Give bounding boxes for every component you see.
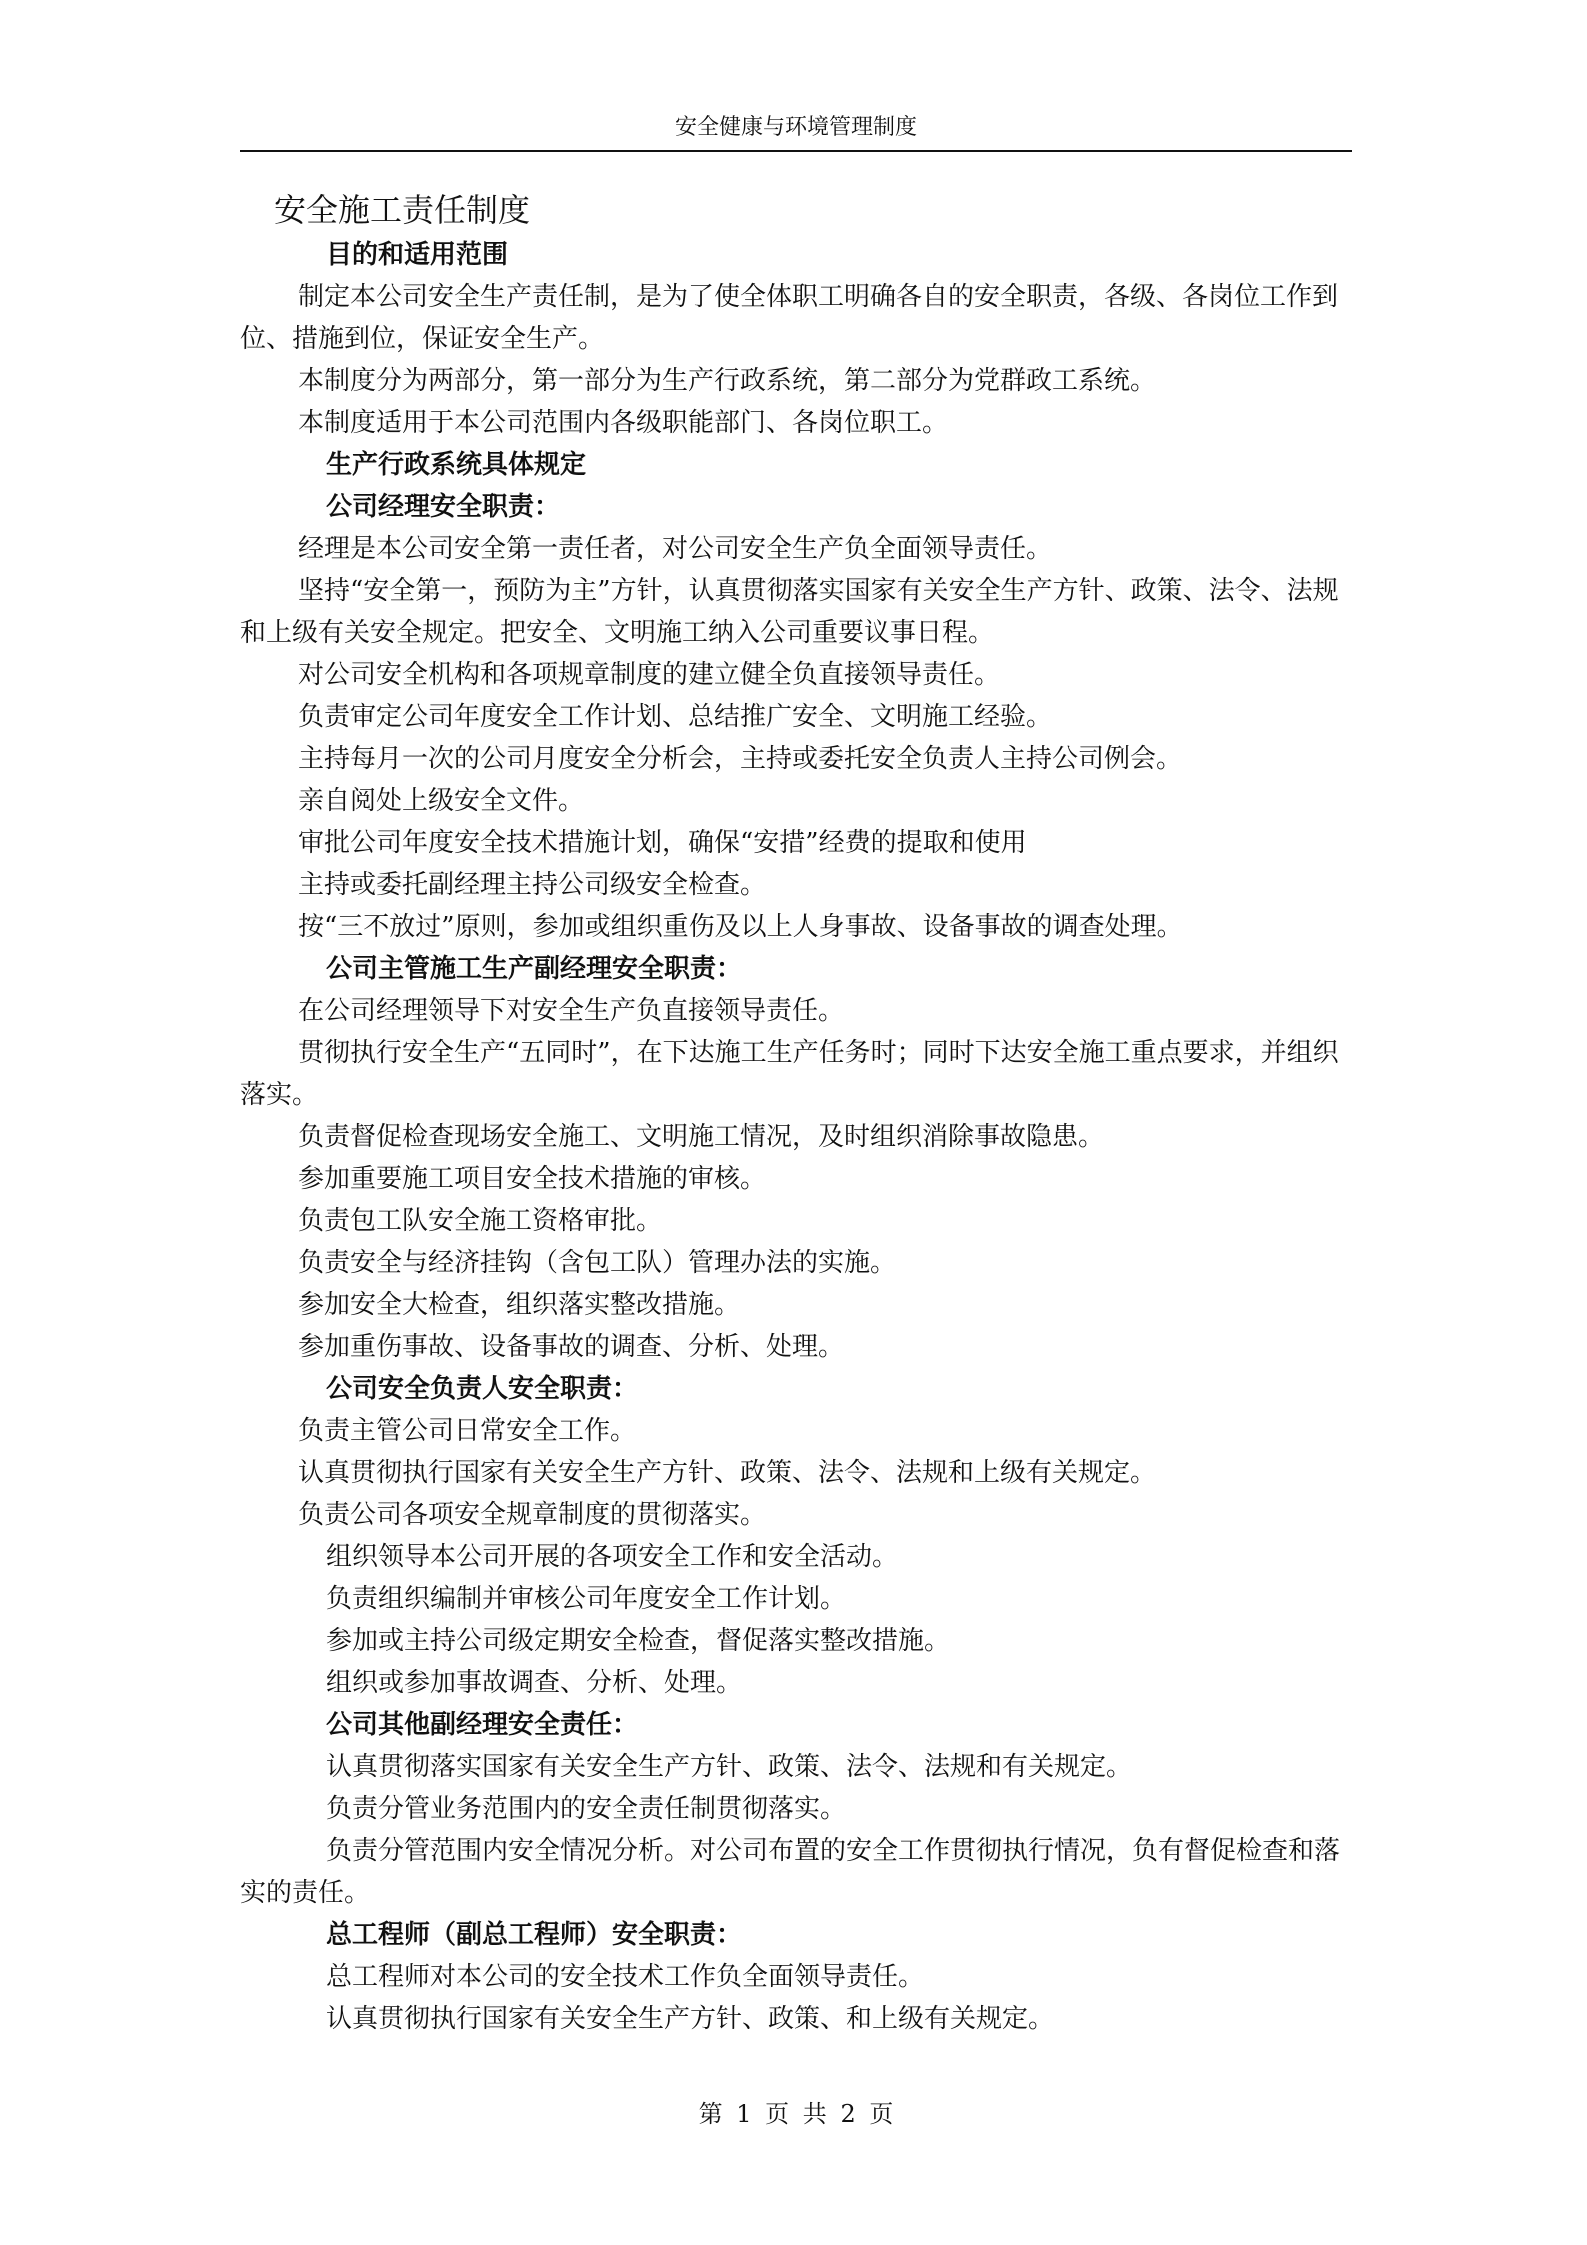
paragraph: 参加重要施工项目安全技术措施的审核。 xyxy=(298,1164,767,1194)
section-heading: 生产行政系统具体规定 xyxy=(326,450,587,480)
paragraph: 负责包工队安全施工资格审批。 xyxy=(298,1206,663,1236)
paragraph: 坚持“安全第一，预防为主”方针，认真贯彻落实国家有关安全生产方针、政策、法令、法规和上级有关安全规定。把安全、文明施工纳入公司重要议事日程。 xyxy=(240,576,1339,648)
section-heading: 目的和适用范围 xyxy=(326,240,509,270)
paragraph: 参加安全大检查，组织落实整改措施。 xyxy=(298,1290,741,1320)
paragraph: 认真贯彻落实国家有关安全生产方针、政策、法令、法规和有关规定。 xyxy=(326,1752,1133,1782)
subsection-heading: 公司经理安全职责： xyxy=(326,492,561,522)
paragraph: 组织或参加事故调查、分析、处理。 xyxy=(326,1668,743,1698)
paragraph: 主持或委托副经理主持公司级安全检查。 xyxy=(298,870,767,900)
paragraph: 经理是本公司安全第一责任者，对公司安全生产负全面领导责任。 xyxy=(298,534,1053,564)
document-title: 安全施工责任制度 xyxy=(274,191,531,229)
subsection-heading: 公司其他副经理安全责任： xyxy=(326,1710,639,1740)
document-body xyxy=(240,186,1352,2040)
paragraph: 负责组织编制并审核公司年度安全工作计划。 xyxy=(326,1584,847,1614)
paragraph: 组织领导本公司开展的各项安全工作和安全活动。 xyxy=(326,1542,899,1572)
paragraph: 按“三不放过”原则，参加或组织重伤及以上人身事故、设备事故的调查处理。 xyxy=(298,912,1183,942)
paragraph: 亲自阅处上级安全文件。 xyxy=(298,786,585,816)
paragraph: 本制度分为两部分，第一部分为生产行政系统，第二部分为党群政工系统。 xyxy=(298,366,1157,396)
paragraph: 制定本公司安全生产责任制，是为了使全体职工明确各自的安全职责，各级、各岗位工作到位、措施到位，保证安全生产。 xyxy=(240,282,1339,354)
paragraph: 总工程师对本公司的安全技术工作负全面领导责任。 xyxy=(326,1962,925,1992)
paragraph: 负责分管业务范围内的安全责任制贯彻落实。 xyxy=(326,1794,847,1824)
paragraph: 负责公司各项安全规章制度的贯彻落实。 xyxy=(298,1500,767,1530)
page-footer xyxy=(240,2098,1352,2130)
paragraph: 本制度适用于本公司范围内各级职能部门、各岗位职工。 xyxy=(298,408,949,438)
paragraph: 负责分管范围内安全情况分析。对公司布置的安全工作贯彻执行情况，负有督促检查和落实的责任。 xyxy=(240,1836,1341,1908)
paragraph: 对公司安全机构和各项规章制度的建立健全负直接领导责任。 xyxy=(298,660,1001,690)
page-header xyxy=(240,110,1352,152)
paragraph: 负责安全与经济挂钩（含包工队）管理办法的实施。 xyxy=(298,1248,897,1278)
paragraph: 审批公司年度安全技术措施计划，确保“安措”经费的提取和使用 xyxy=(298,828,1027,858)
paragraph: 参加或主持公司级定期安全检查，督促落实整改措施。 xyxy=(326,1626,951,1656)
paragraph: 负责督促检查现场安全施工、文明施工情况，及时组织消除事故隐患。 xyxy=(298,1122,1105,1152)
paragraph: 认真贯彻执行国家有关安全生产方针、政策、法令、法规和上级有关规定。 xyxy=(298,1458,1157,1488)
paragraph: 参加重伤事故、设备事故的调查、分析、处理。 xyxy=(298,1332,845,1362)
paragraph: 贯彻执行安全生产“五同时”，在下达施工生产任务时；同时下达安全施工重点要求，并组织落实。 xyxy=(240,1038,1339,1110)
subsection-heading: 公司主管施工生产副经理安全职责： xyxy=(326,954,743,984)
page-number: 第 1 页 共 2 页 xyxy=(698,2100,894,2128)
paragraph: 主持每月一次的公司月度安全分析会，主持或委托安全负责人主持公司例会。 xyxy=(298,744,1183,774)
subsection-heading: 总工程师（副总工程师）安全职责： xyxy=(326,1920,743,1950)
paragraph: 负责审定公司年度安全工作计划、总结推广安全、文明施工经验。 xyxy=(298,702,1053,732)
paragraph: 在公司经理领导下对安全生产负直接领导责任。 xyxy=(298,996,845,1026)
header-title: 安全健康与环境管理制度 xyxy=(674,115,917,140)
paragraph: 负责主管公司日常安全工作。 xyxy=(298,1416,637,1446)
subsection-heading: 公司安全负责人安全职责： xyxy=(326,1374,639,1404)
paragraph: 认真贯彻执行国家有关安全生产方针、政策、和上级有关规定。 xyxy=(326,2004,1055,2034)
